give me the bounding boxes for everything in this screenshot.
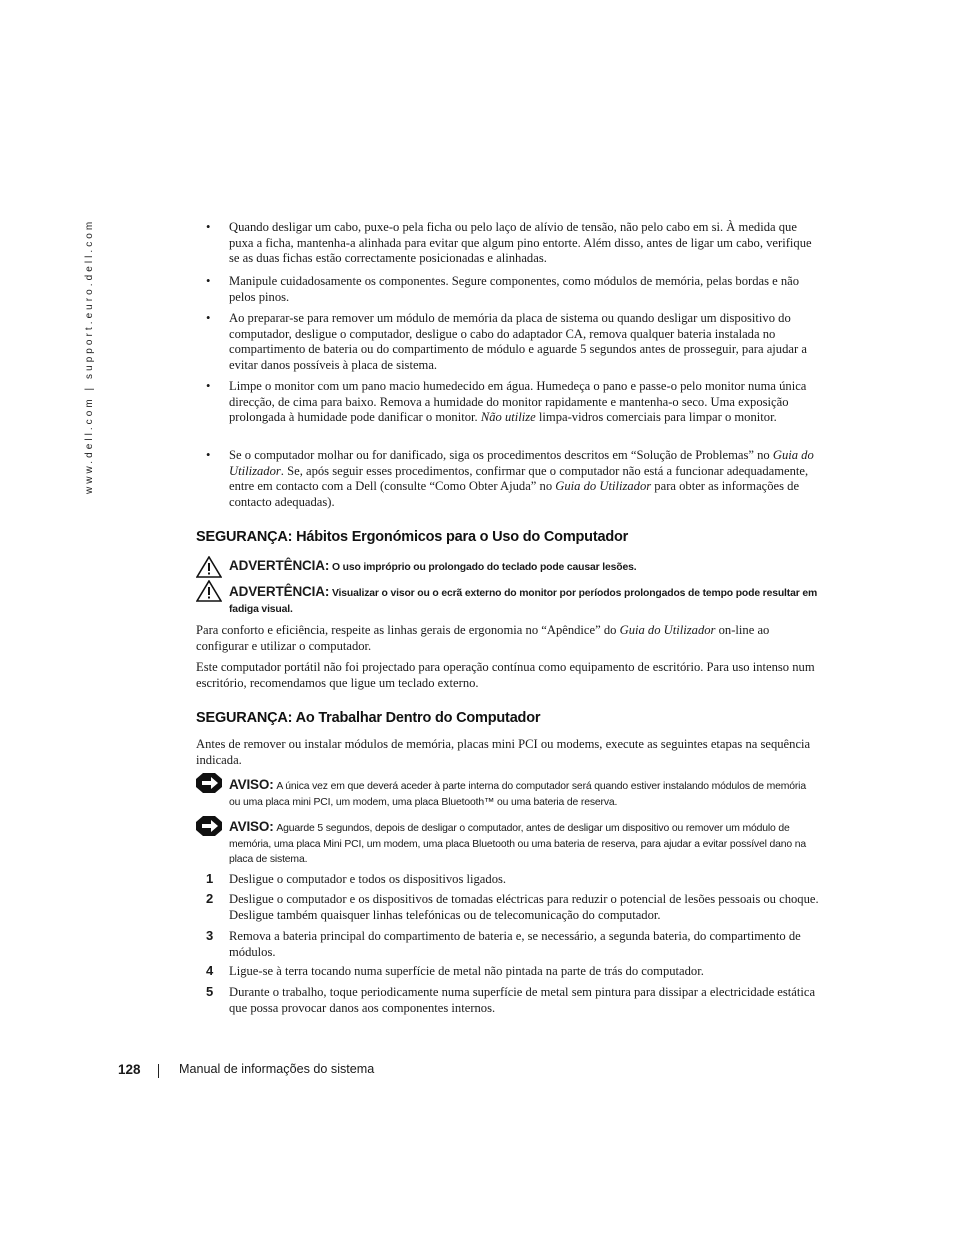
list-item: Manipule cuidadosamente os componentes. Segure componentes, como módulos de memória, pelas bordas e não pelos pinos. bbox=[229, 274, 800, 304]
paragraph: Este computador portátil não foi projectado para operação contínua como equipamento de escritório. Para uso intenso num escritório, recomendamos que ligue um teclado externo. bbox=[196, 660, 815, 690]
section-heading: SEGURANÇA: Ao Trabalhar Dentro do Computador bbox=[196, 710, 541, 726]
sidebar-url bbox=[84, 218, 98, 494]
step-number: 5 bbox=[206, 984, 214, 999]
list-item: Limpe o monitor com um pano macio humedecido em água. Humedeça o pano e passe-o pelo monitor numa única direcção, de cima para baixo. Remova a humidade do monitor rapidamente e mantenha-o seco. Uma exposição prolongada à humidade pode danificar o monitor. Não utilize limpa-vidros comerciais para limpar o monitor. bbox=[229, 379, 807, 424]
list-item: Quando desligar um cabo, puxe-o pela ficha ou pelo laço de alívio de tensão, não pelo cabo em si. À medida que puxa a ficha, mantenha-a alinhada para evitar que algum pino entorte. Além disso, antes de ligar um cabo, verifique se as duas fichas estão correctamente posicionadas e alinhadas. bbox=[229, 220, 812, 265]
list-item: Se o computador molhar ou for danificado, siga os procedimentos descritos em “Solução de Problemas” no Guia do Utilizador. Se, após seguir esses procedimentos, confirmar que o computador não está a funcionar adequadamente, entre em contacto com a Dell (consulte “Como Obter Ajuda” no Guia do Utilizador para obter as informações de contacto adequadas). bbox=[229, 448, 814, 509]
step-text: Desligue o computador e todos os dispositivos ligados. bbox=[229, 872, 507, 886]
notice: AVISO: A única vez em que deverá aceder à parte interna do computador será quando estiver instalando módulos de memória ou uma placa mini PCI, um modem, uma placa Bluetooth™ ou uma bateria de reserva. bbox=[229, 777, 806, 808]
step-number: 2 bbox=[206, 891, 214, 906]
paragraph: Antes de remover ou instalar módulos de memória, placas mini PCI ou modems, execute as seguintes etapas na sequência indicada. bbox=[196, 737, 811, 767]
step-text: Ligue-se à terra tocando numa superfície de metal não pintada na parte de trás do computador. bbox=[229, 964, 704, 978]
list-item: Ao preparar-se para remover um módulo de memória da placa de sistema ou quando desligar um dispositivo do computador, desligue o computador, desligue o cabo do adaptador CA, remova qualquer bateria instalada no compartimento de bateria ou do compartimento de módulo e aguarde 5 segundos antes de prosseguir, para ajudar a evitar danos possíveis à placa de sistema. bbox=[229, 311, 807, 372]
paragraph: Para conforto e eficiência, respeite as linhas gerais de ergonomia no “Apêndice” do Guia do Utilizador on-line ao configurar e utilizar o computador. bbox=[196, 623, 770, 653]
bullet-marker: • bbox=[206, 220, 211, 234]
step-number: 4 bbox=[206, 963, 214, 978]
notice-octagon-icon bbox=[196, 816, 222, 836]
bullet-marker: • bbox=[206, 274, 211, 288]
warning-notice: ADVERTÊNCIA: Visualizar o visor ou o ecrã externo do monitor por períodos prolongados de tempo pode resultar em fadiga visual. bbox=[229, 584, 818, 615]
bullet-marker: • bbox=[206, 379, 211, 393]
step-number: 1 bbox=[206, 871, 214, 886]
bullet-marker: • bbox=[206, 448, 211, 462]
sidebar-url-text: www.dell.com | support.euro.dell.com bbox=[84, 218, 95, 494]
footer-divider bbox=[158, 1064, 159, 1078]
section-heading: SEGURANÇA: Hábitos Ergonómicos para o Uso do Computador bbox=[196, 529, 629, 545]
step-text: Remova a bateria principal do compartimento de bateria e, se necessário, a segunda bateria, do compartimento de módulos. bbox=[229, 929, 801, 959]
warning-triangle-icon bbox=[196, 580, 222, 602]
notice-octagon-icon bbox=[196, 773, 222, 793]
warning-triangle-icon bbox=[196, 556, 222, 578]
warning-notice: ADVERTÊNCIA: O uso impróprio ou prolongado do teclado pode causar lesões. bbox=[229, 558, 637, 573]
step-text: Desligue o computador e os dispositivos de tomadas eléctricas para reduzir o potencial de lesões pessoais ou choque. Desligue também quaisquer linhas telefónicas ou de telecomunicação do computador. bbox=[229, 892, 819, 922]
footer-title: Manual de informações do sistema bbox=[179, 1062, 375, 1076]
notice: AVISO: Aguarde 5 segundos, depois de desligar o computador, antes de desligar um dispositivo ou remover um módulo de memória, uma placa Mini PCI, um modem, uma placa Bluetooth ou uma bateria de reserva, para ajudar a evitar possível dano na placa de sistema. bbox=[229, 819, 807, 865]
step-number: 3 bbox=[206, 928, 214, 943]
step-text: Durante o trabalho, toque periodicamente numa superfície de metal sem pintura para dissipar a electricidade estática que possa provocar danos aos componentes internos. bbox=[229, 985, 816, 1015]
page-number: 128 bbox=[118, 1062, 141, 1077]
bullet-marker: • bbox=[206, 311, 211, 325]
